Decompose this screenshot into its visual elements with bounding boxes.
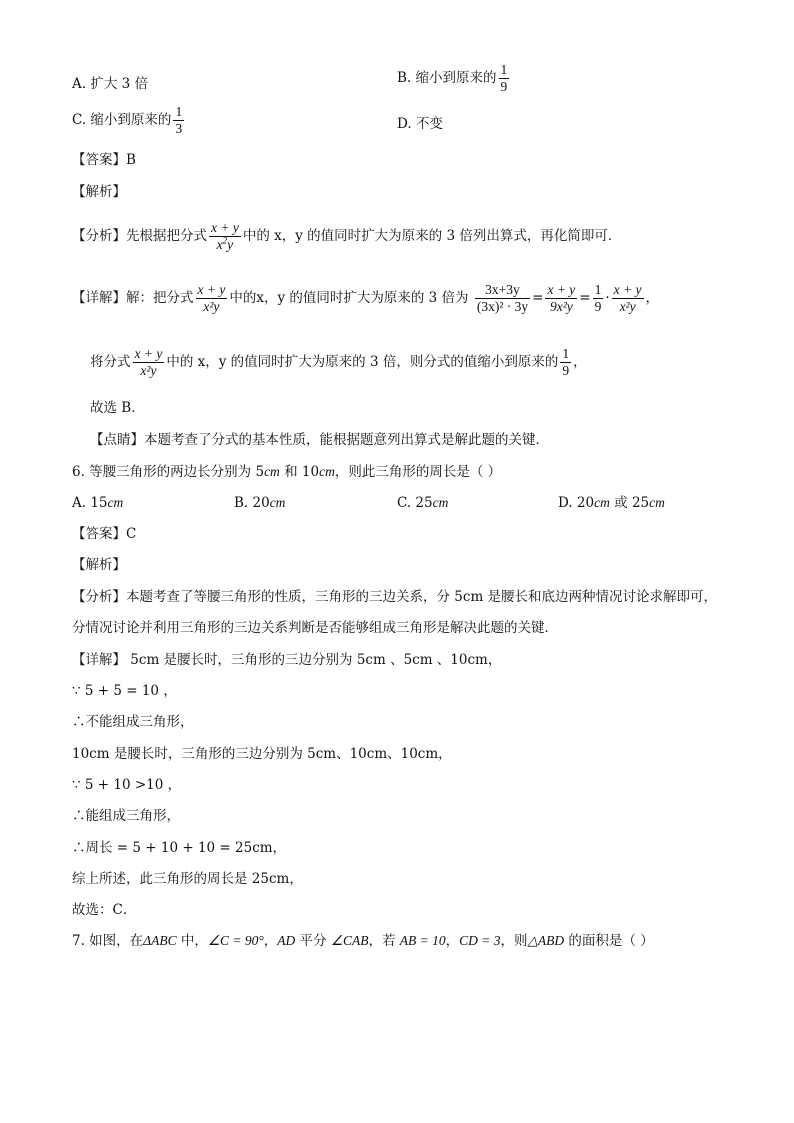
fraction: $\frac{3x+3y}{\text{(3x)² · 3y}}$ (476, 282, 529, 314)
fraction: $\frac{x + y}{\text{x²y}}$ (134, 346, 163, 378)
q6-jiexi-heading: 【解析】 (72, 557, 126, 573)
q6-step: ∵ 5 + 5 = 10 ， (72, 683, 177, 699)
q6-step: ∴能组成三角形， (72, 808, 180, 824)
fraction: $\frac{1}{9}$ (500, 62, 508, 94)
fraction: $\frac{x + y}{x^2y}$ (211, 220, 239, 252)
q6-step: ∵ 5 + 10 >10 ， (72, 777, 182, 793)
q5-choose: 故选 B． (90, 400, 145, 416)
q5-detail-line1: 【详解】解：把分式 $\frac{x + y}{\text{x²y}}$ 中的x，y 的值同时扩大为原来的 3 倍为 $\frac{3x+3y}{\text{(3x)² · 3y}}$ = $\frac{x + y}{\text{9x²y}}$ = $\frac{1}{9}$ · $\frac{x + y}{\text{x²y}}$ ， (72, 282, 659, 314)
q5-comment: 【点睛】本题考查了分式的基本性质，能根据题意列出算式是解此题的关键． (90, 432, 549, 448)
q5-analysis: 【分析】先根据把分式 $\frac{x + y}{x^2y}$ 中的 x，y 的值同时扩大为原来的 3 倍列出算式，再化简即可． (72, 220, 622, 252)
fraction: $\frac{1}{9}$ (594, 282, 602, 314)
q5-option-a: A. 扩大 3 倍 (72, 76, 149, 92)
q6-step: ∴不能组成三角形， (72, 714, 194, 730)
fraction: $\frac{1}{3}$ (175, 104, 183, 136)
fraction: $\frac{x + y}{\text{x²y}}$ (613, 282, 642, 314)
q5-option-c: C. 缩小到原来的 $\frac{1}{3}$ (72, 104, 183, 136)
q7-stem: 7. 如图，在ΔABC 中，∠C = 90°，AD 平分 ∠CAB，若 AB = 10，CD = 3，则△ABD 的面积是（ ） (72, 933, 654, 949)
fraction: $\frac{x + y}{\text{x²y}}$ (197, 282, 226, 314)
q5-option-d: D. 不变 (397, 116, 443, 132)
q6-step: 【详解】 5cm 是腰长时，三角形的三边分别为 5cm 、5cm 、10cm， (72, 652, 502, 668)
q6-step: ∴周长 = 5 + 10 + 10 = 25cm， (72, 840, 287, 856)
q5-option-b: B. 缩小到原来的 $\frac{1}{9}$ (397, 62, 508, 94)
q5-detail-line2: 将分式 $\frac{x + y}{\text{x²y}}$ 中的 x，y 的值同时扩大为原来的 3 倍，则分式的值缩小到原来的 $\frac{1}{9}$ ， (90, 346, 587, 378)
fraction: $\frac{1}{9}$ (562, 346, 570, 378)
q6-stem: 6. 等腰三角形的两边长分别为 5cm 和 10cm，则此三角形的周长是（ ） (72, 464, 502, 480)
q6-answer: 【答案】C (72, 526, 137, 542)
q6-step: 10cm 是腰长时，三角形的三边分别为 5cm、10cm、10cm， (72, 746, 452, 762)
q6-option-d: D. 20cm 或 25cm (558, 495, 665, 511)
q6-analysis-line2: 分情况讨论并利用三角形的三边关系判断是否能够组成三角形是解决此题的关键． (72, 620, 558, 636)
q6-step: 综上所述，此三角形的周长是 25cm， (72, 871, 303, 887)
q6-option-b: B. 20cm (234, 495, 286, 511)
q5-jiexi-heading: 【解析】 (72, 184, 126, 200)
q6-option-c: C. 25cm (397, 495, 449, 511)
q5-answer: 【答案】B (72, 152, 136, 168)
q6-step: 故选：C． (72, 902, 137, 918)
q6-option-a: A. 15cm (72, 495, 124, 511)
q6-analysis-line1: 【分析】本题考查了等腰三角形的性质，三角形的三边关系，分 5cm 是腰长和底边两种情况讨论求解即可， (72, 589, 718, 605)
fraction: $\frac{x + y}{\text{9x²y}}$ (547, 282, 576, 314)
